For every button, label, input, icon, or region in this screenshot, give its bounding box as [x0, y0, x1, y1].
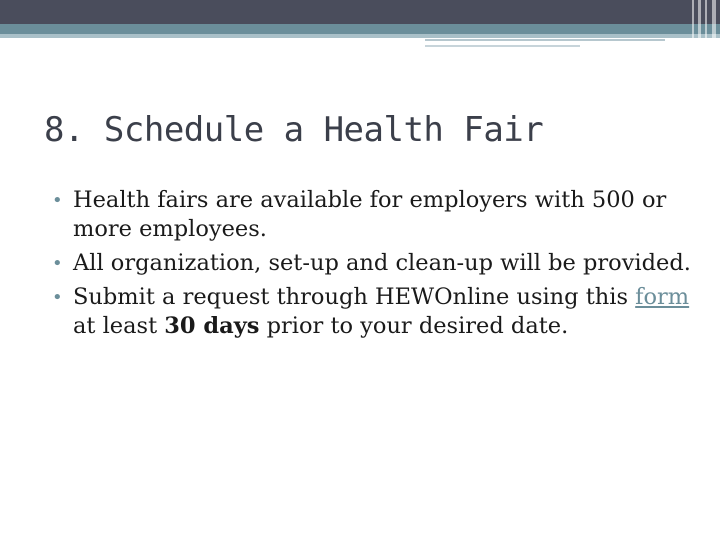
- header-accent-line-short: [425, 45, 580, 47]
- deadline-emphasis: 30 days: [164, 313, 260, 339]
- bullet-item: [52, 283, 692, 341]
- header-teal-bar: [0, 24, 720, 34]
- bullet-text: Health fairs are available for employers with 500 or more employees.: [73, 187, 667, 242]
- header-vertical-stripes: [690, 0, 720, 48]
- bullet-item: [52, 186, 692, 244]
- bullet-text: All organization, set-up and clean-up will be provided.: [73, 250, 691, 276]
- header-accent-line: [425, 39, 665, 41]
- bullet-icon: •: [52, 190, 63, 211]
- bullet-text-end: prior to your desired date.: [259, 313, 569, 339]
- slide-title: 8. Schedule a Health Fair: [44, 110, 544, 150]
- bullet-icon: •: [52, 253, 63, 274]
- bullet-icon: •: [52, 287, 63, 308]
- header-dark-bar: [0, 0, 720, 24]
- header-light-stripe: [0, 34, 720, 38]
- bullet-list: [52, 186, 692, 346]
- bullet-text-mid: at least: [73, 313, 165, 339]
- bullet-item: [52, 249, 692, 278]
- bullet-text-intro: Submit a request through HEWOnline using this: [73, 284, 636, 310]
- form-link[interactable]: form: [635, 284, 690, 310]
